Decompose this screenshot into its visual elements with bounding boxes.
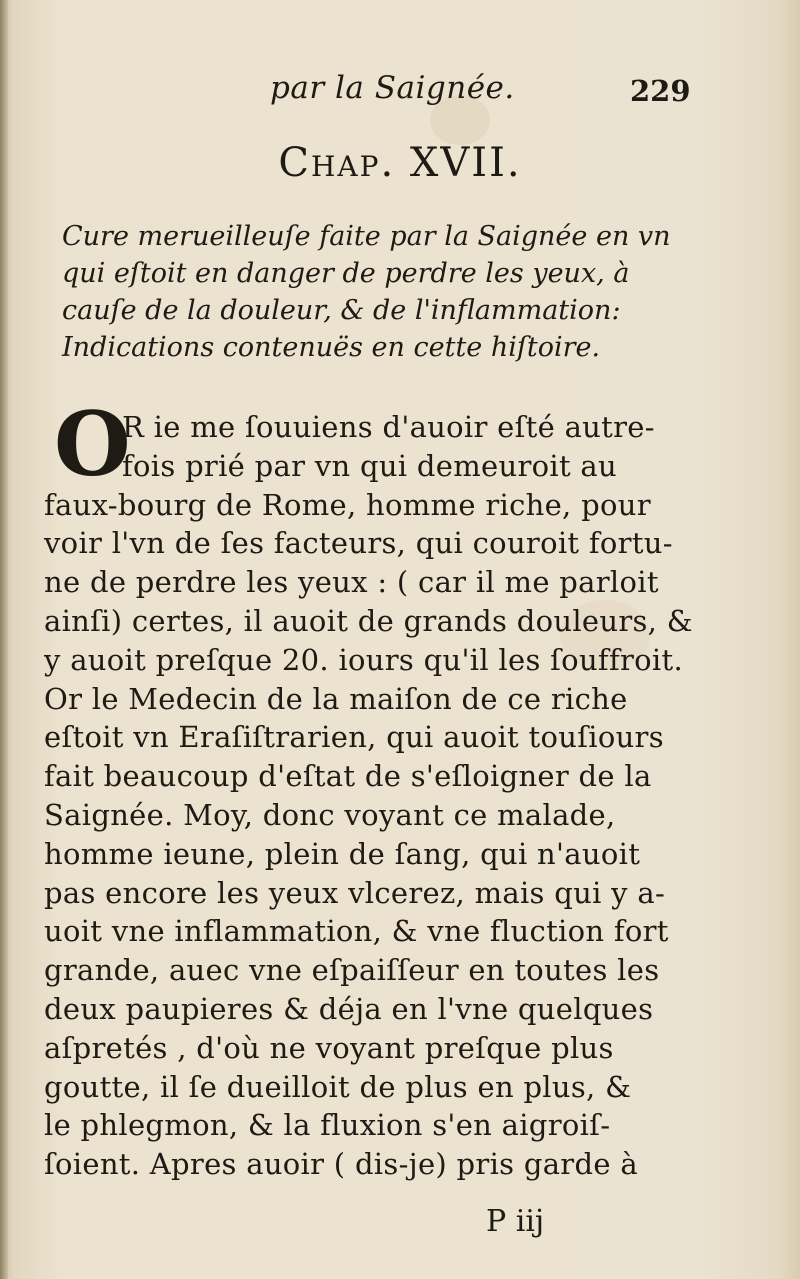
body-line: fois prié par vn qui demeuroit au bbox=[122, 448, 617, 483]
body-line: eſtoit vn Eraſiſtrarien, qui auoit touſiours bbox=[44, 720, 664, 755]
body-line: uoit vne inflammation, & vne fluction fort bbox=[44, 914, 669, 949]
running-head: par la Saignée. bbox=[270, 70, 515, 106]
body-line: Or le Medecin de la maiſon de ce riche bbox=[44, 681, 628, 716]
signature-mark: P iij bbox=[486, 1204, 545, 1239]
body-line: grande, auec vne eſpaiſſeur en toutes les bbox=[44, 953, 660, 988]
page-gutter bbox=[0, 0, 8, 1279]
summary-line: cauſe de la douleur, & de l'inflammation: bbox=[62, 295, 621, 326]
body-line: aſpretés , d'où ne voyant preſque plus bbox=[44, 1030, 614, 1065]
summary-line: Indications contenuës en cette hiſtoire. bbox=[62, 332, 601, 363]
body-line: pas encore les yeux vlcerez, mais qui y a- bbox=[44, 875, 666, 910]
body-line: fait beaucoup d'eſtat de s'eſloigner de la bbox=[44, 759, 652, 794]
chapter-prefix: Chap. bbox=[278, 140, 396, 186]
chapter-number: XVII. bbox=[409, 140, 522, 186]
body-line: ainſi) certes, il auoit de grands douleurs, & bbox=[44, 603, 693, 638]
page-number: 229 bbox=[630, 74, 691, 108]
body-line: goutte, il ſe dueilloit de plus en plus, & bbox=[44, 1069, 632, 1104]
chapter-heading bbox=[0, 140, 800, 186]
body-line: deux paupieres & déja en l'vne quelques bbox=[44, 991, 654, 1026]
body-line: R ie me ſouuiens d'auoir eſté autre- bbox=[122, 410, 655, 444]
chapter-summary bbox=[62, 218, 692, 366]
body-line: homme ieune, plein de ſang, qui n'auoit bbox=[44, 836, 641, 871]
body-line: Saignée. Moy, donc voyant ce malade, bbox=[44, 797, 616, 832]
body-line: faux-bourg de Rome, homme riche, pour bbox=[44, 487, 651, 522]
body-line: ſoient. Apres auoir ( dis-je) pris garde à bbox=[44, 1147, 638, 1182]
summary-line: Cure merueilleuſe faite par la Saignée en vn bbox=[62, 221, 671, 252]
body-text bbox=[44, 408, 693, 1184]
summary-line: qui eſtoit en danger de perdre les yeux, à bbox=[62, 258, 630, 289]
drop-cap: O bbox=[54, 392, 131, 496]
body-line: y auoit preſque 20. iours qu'il les ſouffroit. bbox=[44, 642, 683, 677]
body-line: le phlegmon, & la fluxion s'en aigroiſ- bbox=[44, 1108, 611, 1143]
body-line: ne de perdre les yeux : ( car il me parloit bbox=[44, 565, 659, 600]
body-line: voir l'vn de ſes facteurs, qui couroit fortu- bbox=[44, 526, 673, 561]
